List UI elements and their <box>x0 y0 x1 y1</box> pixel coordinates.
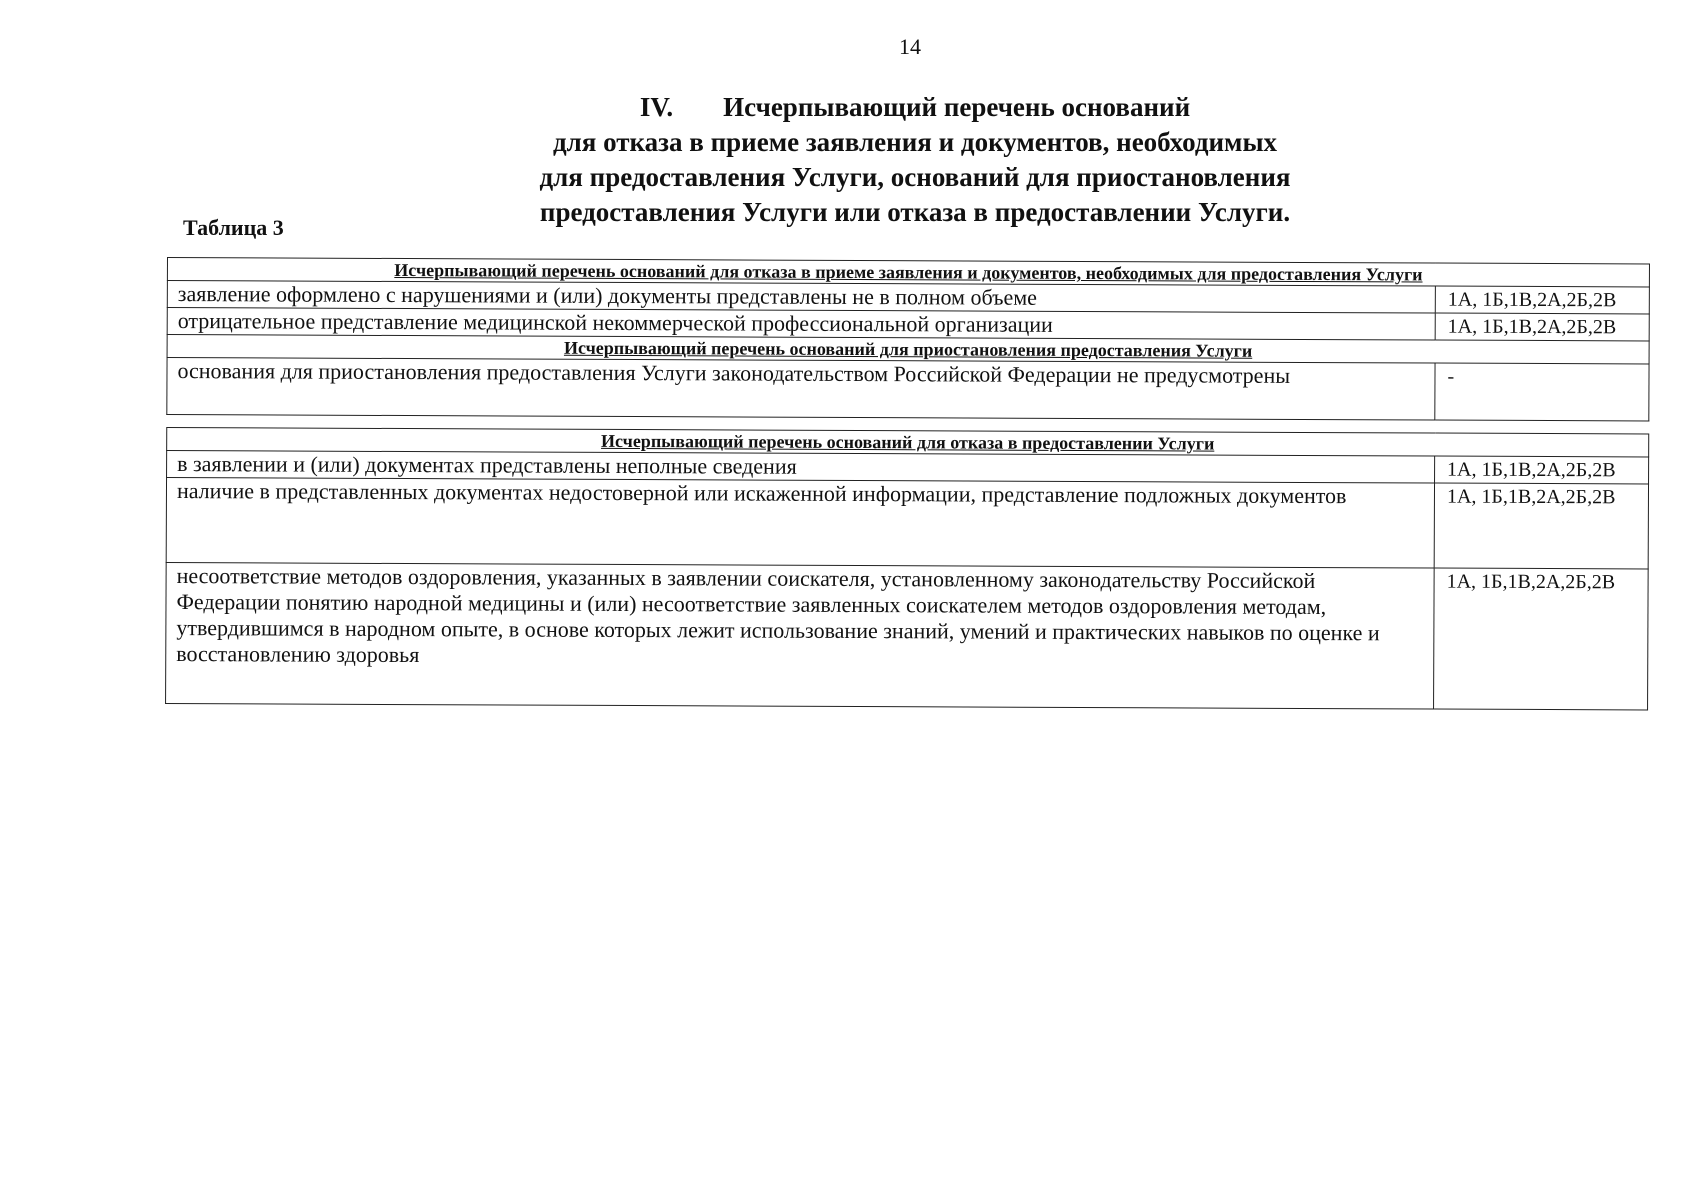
ground-codes: 1А, 1Б,1В,2А,2Б,2В <box>1435 286 1649 314</box>
ground-text: основания для приостановления предоставления Услуги законодательством Российской Федерации не предусмотрены <box>167 358 1435 421</box>
heading-line-3: для предоставления Услуги, оснований для приостановления <box>539 162 1291 192</box>
ground-text: несоответствие методов оздоровления, указанных в заявлении соискателя, установленному законодательству Российской Федерации понятию народной медицины и (или) несоответствие заявленных соискателем методов оздоровления методам, утвердившимся в народном опыте, в основе которых лежит использование знаний, умений и практических навыков по оценке и восстановлению здоровья <box>166 562 1435 709</box>
table-row <box>166 478 1648 569</box>
heading-line-4: предоставления Услуги или отказа в предоставлении Услуги. <box>539 197 1291 227</box>
table-row <box>166 562 1649 709</box>
section-title: Исчерпывающий перечень оснований для приостановления предоставления Услуги <box>167 335 1649 364</box>
grounds-table <box>165 257 1650 710</box>
heading-line-2: для отказа в приеме заявления и документов, необходимых <box>552 127 1278 157</box>
table-caption: Таблица 3 <box>183 215 284 240</box>
ground-text: заявление оформлено с нарушениями и (или) документы представлены не в полном объеме <box>167 281 1435 314</box>
heading-roman-numeral: IV. <box>639 92 674 122</box>
ground-codes: 1А, 1Б,1В,2А,2Б,2В <box>1435 456 1649 484</box>
section-heading <box>480 90 1350 230</box>
table-row <box>167 358 1649 421</box>
section-title: Исчерпывающий перечень оснований для отказа в предоставлении Услуги <box>167 428 1649 457</box>
section-title: Исчерпывающий перечень оснований для отказа в приеме заявления и документов, необходимых для предоставления Услуги <box>167 258 1649 287</box>
ground-codes: - <box>1435 363 1649 421</box>
page-number: 14 <box>899 34 921 59</box>
ground-text: отрицательное представление медицинской некоммерческой профессиональной организации <box>167 308 1435 341</box>
ground-text: наличие в представленных документах недостоверной или искаженной информации, представление подложных документов <box>166 478 1434 569</box>
heading-line-1 <box>480 90 1350 125</box>
ground-codes: 1А, 1Б,1В,2А,2Б,2В <box>1435 313 1649 341</box>
heading-line-1-text: Исчерпывающий перечень оснований <box>723 92 1191 122</box>
ground-text: в заявлении и (или) документах представлены неполные сведения <box>167 451 1435 484</box>
ground-codes: 1А, 1Б,1В,2А,2Б,2В <box>1434 483 1648 569</box>
ground-codes: 1А, 1Б,1В,2А,2Б,2В <box>1434 568 1649 710</box>
